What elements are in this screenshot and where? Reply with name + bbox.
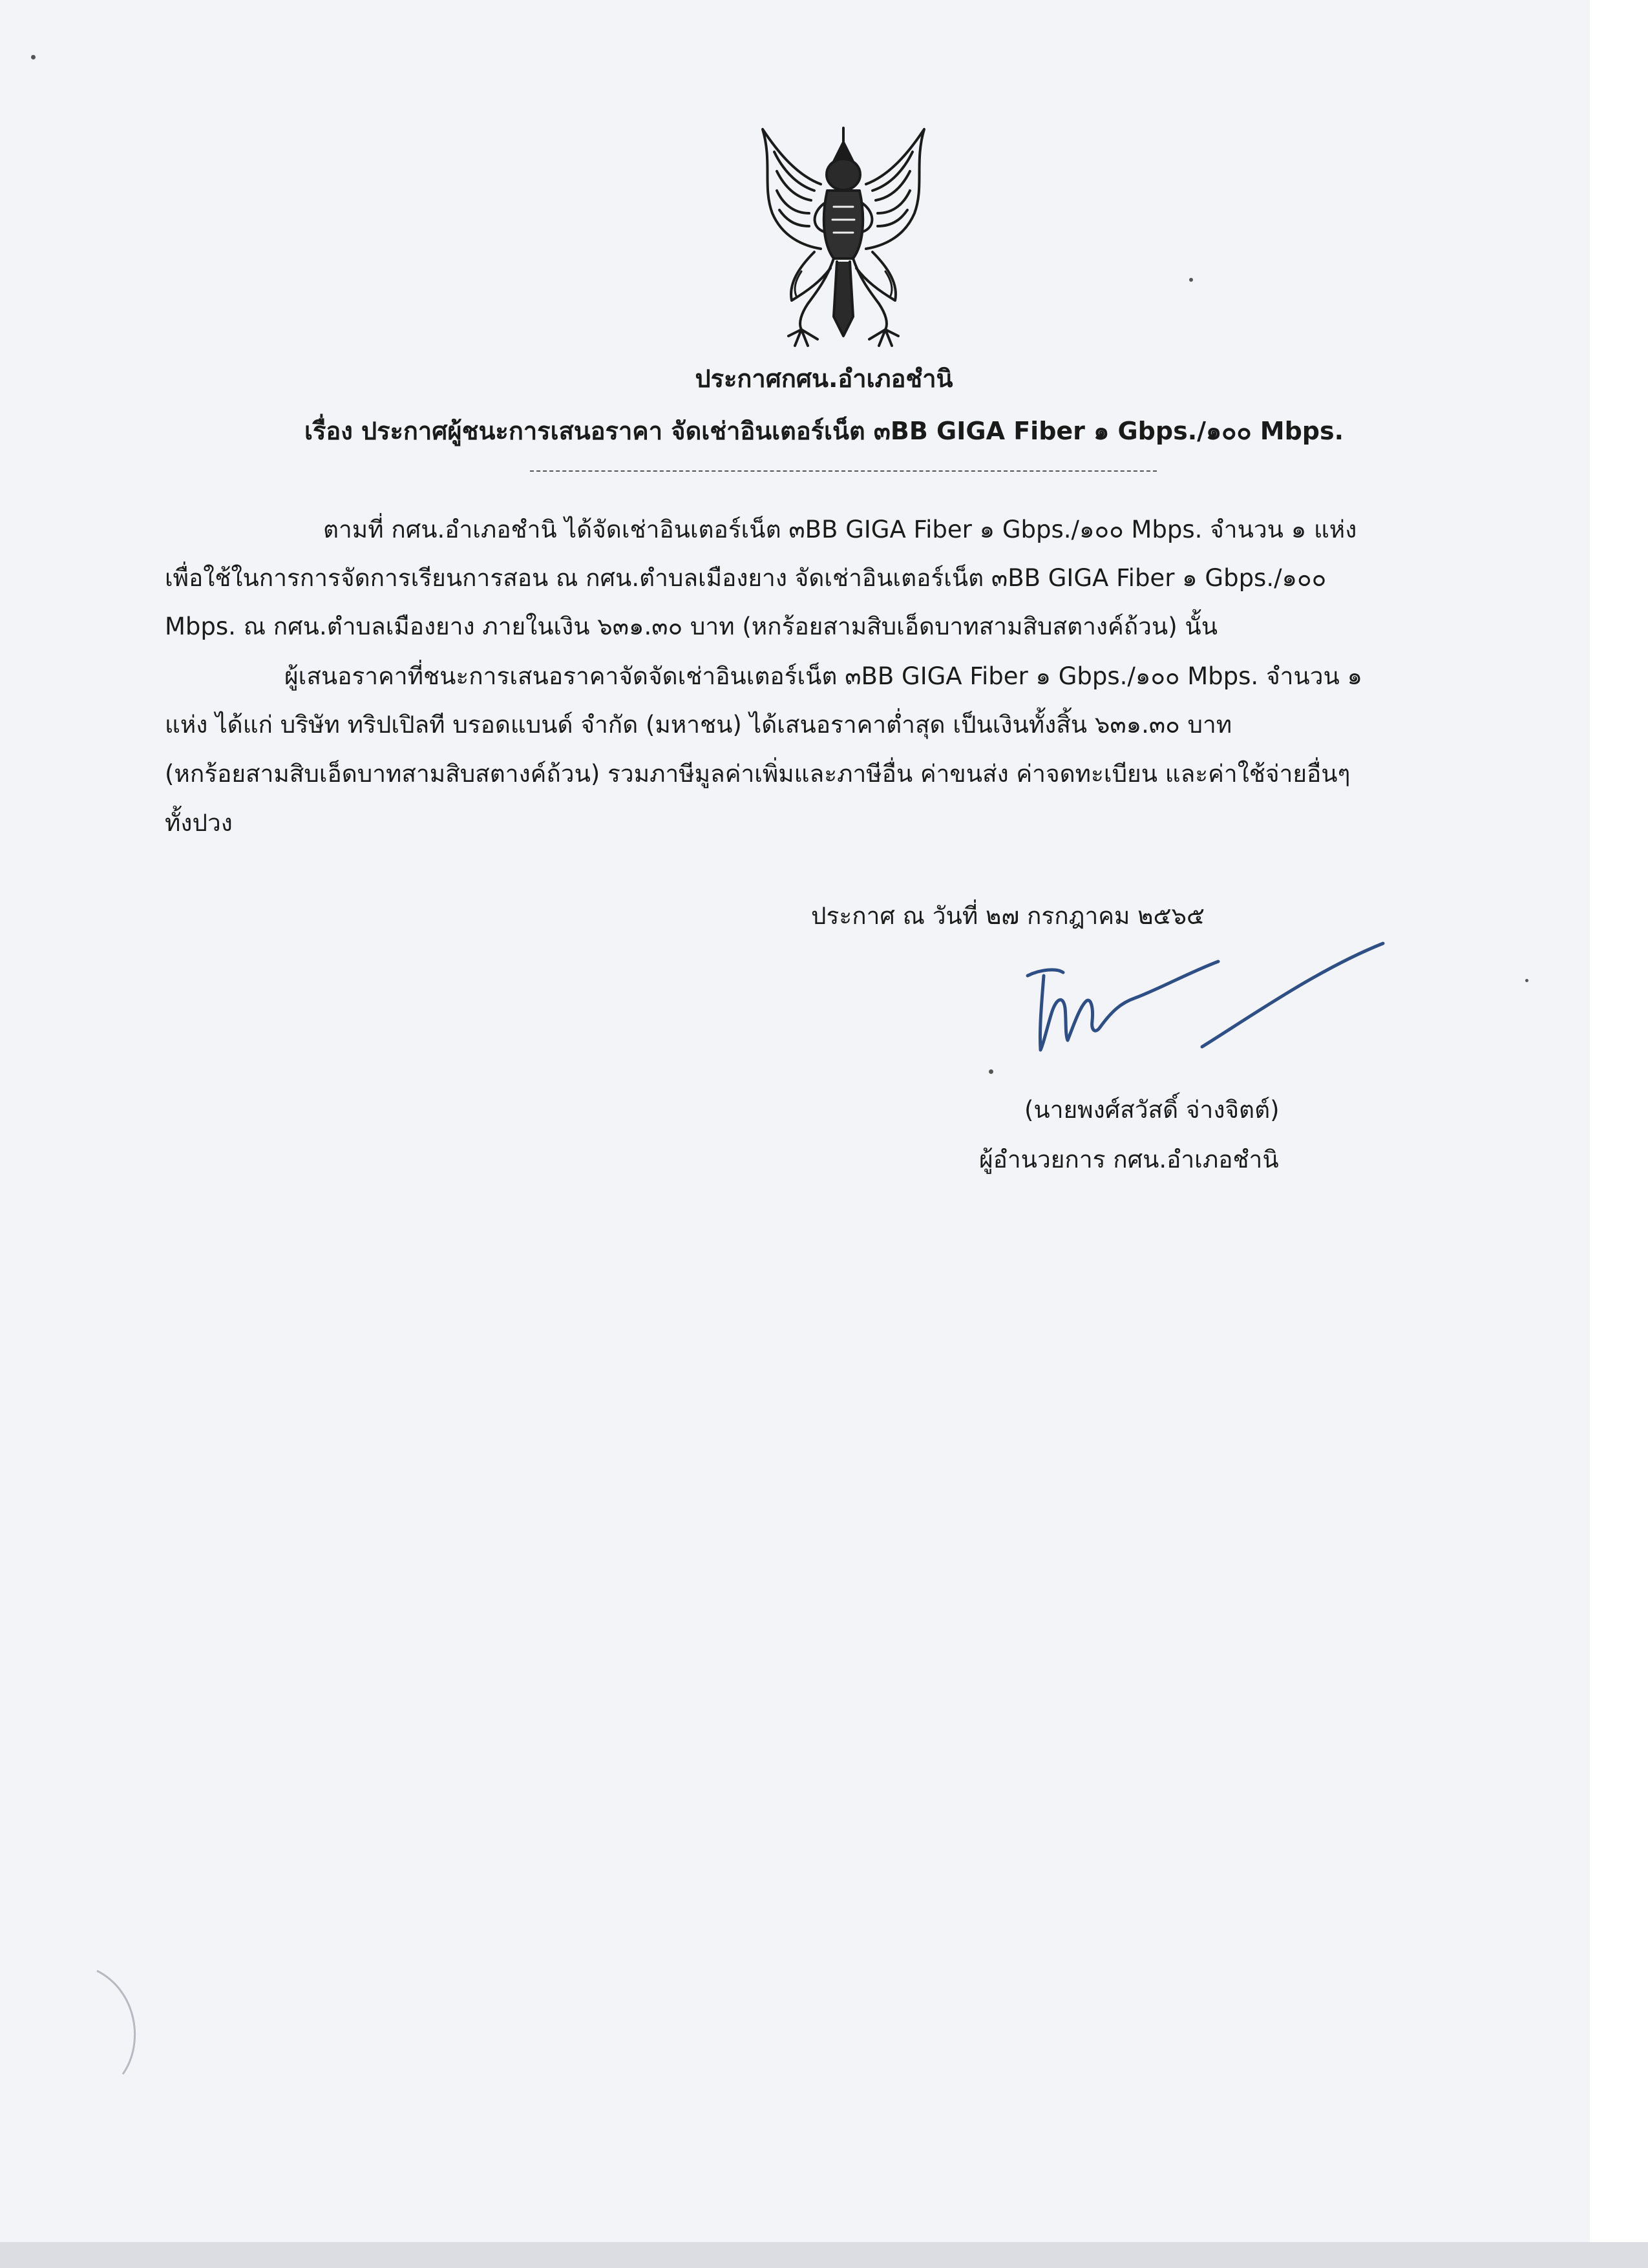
- handwritten-signature: [982, 930, 1396, 1086]
- header-divider: [530, 470, 1157, 472]
- body-line: เพื่อใช้ในการการจัดการเรียนการสอน ณ กศน.ตำบลเมืองยาง จัดเช่าอินเตอร์เน็ต ๓BB GIGA Fiber ๑ Gbps./๑๐๐: [165, 564, 1327, 592]
- paper-fold-mark: [84, 1964, 162, 2081]
- scan-speck: [1525, 979, 1528, 982]
- signer-name: (นายพงศ์สวัสดิ์ จ่างจิตต์): [1024, 1096, 1280, 1124]
- announcement-office: ประกาศกศน.อำเภอชำนิ: [695, 364, 953, 393]
- body-line: แห่ง ได้แก่ บริษัท ทริปเปิลที บรอดแบนด์ จำกัด (มหาชน) ได้เสนอราคาต่ำสุด เป็นเงินทั้งสิ้น ๖๓๑.๓๐ บาท: [165, 711, 1232, 739]
- paper-edge: [1590, 0, 1648, 2268]
- body-line: ทั้งปวง: [165, 809, 233, 837]
- body-line: ตามที่ กศน.อำเภอชำนิ ได้จัดเช่าอินเตอร์เน็ต ๓BB GIGA Fiber ๑ Gbps./๑๐๐ Mbps. จำนวน ๑ แห่ง: [323, 516, 1357, 543]
- body-line: ผู้เสนอราคาที่ชนะการเสนอราคาจัดจัดเช่าอินเตอร์เน็ต ๓BB GIGA Fiber ๑ Gbps./๑๐๐ Mbps. จำนวน ๑: [284, 662, 1363, 690]
- scan-bottom-edge: [0, 2242, 1648, 2268]
- announcement-date: ประกาศ ณ วันที่ ๒๗ กรกฎาคม ๒๕๖๕: [811, 902, 1205, 930]
- signer-title: ผู้อำนวยการ กศน.อำเภอชำนิ: [979, 1146, 1279, 1173]
- scan-speck: [31, 55, 36, 59]
- body-line: (หกร้อยสามสิบเอ็ดบาทสามสิบสตางค์ถ้วน) รวมภาษีมูลค่าเพิ่มและภาษีอื่น ค่าขนส่ง ค่าจดทะเบียน และค่าใช้จ่ายอื่นๆ: [165, 760, 1351, 788]
- scan-speck: [1189, 278, 1193, 282]
- announcement-subject: เรื่อง ประกาศผู้ชนะการเสนอราคา จัดเช่าอินเตอร์เน็ต ๓BB GIGA Fiber ๑ Gbps./๑๐๐ Mbps.: [304, 417, 1344, 445]
- garuda-emblem-icon: [737, 123, 950, 355]
- body-line: Mbps. ณ กศน.ตำบลเมืองยาง ภายในเงิน ๖๓๑.๓๐ บาท (หกร้อยสามสิบเอ็ดบาทสามสิบสตางค์ถ้วน) นั้น: [165, 613, 1218, 640]
